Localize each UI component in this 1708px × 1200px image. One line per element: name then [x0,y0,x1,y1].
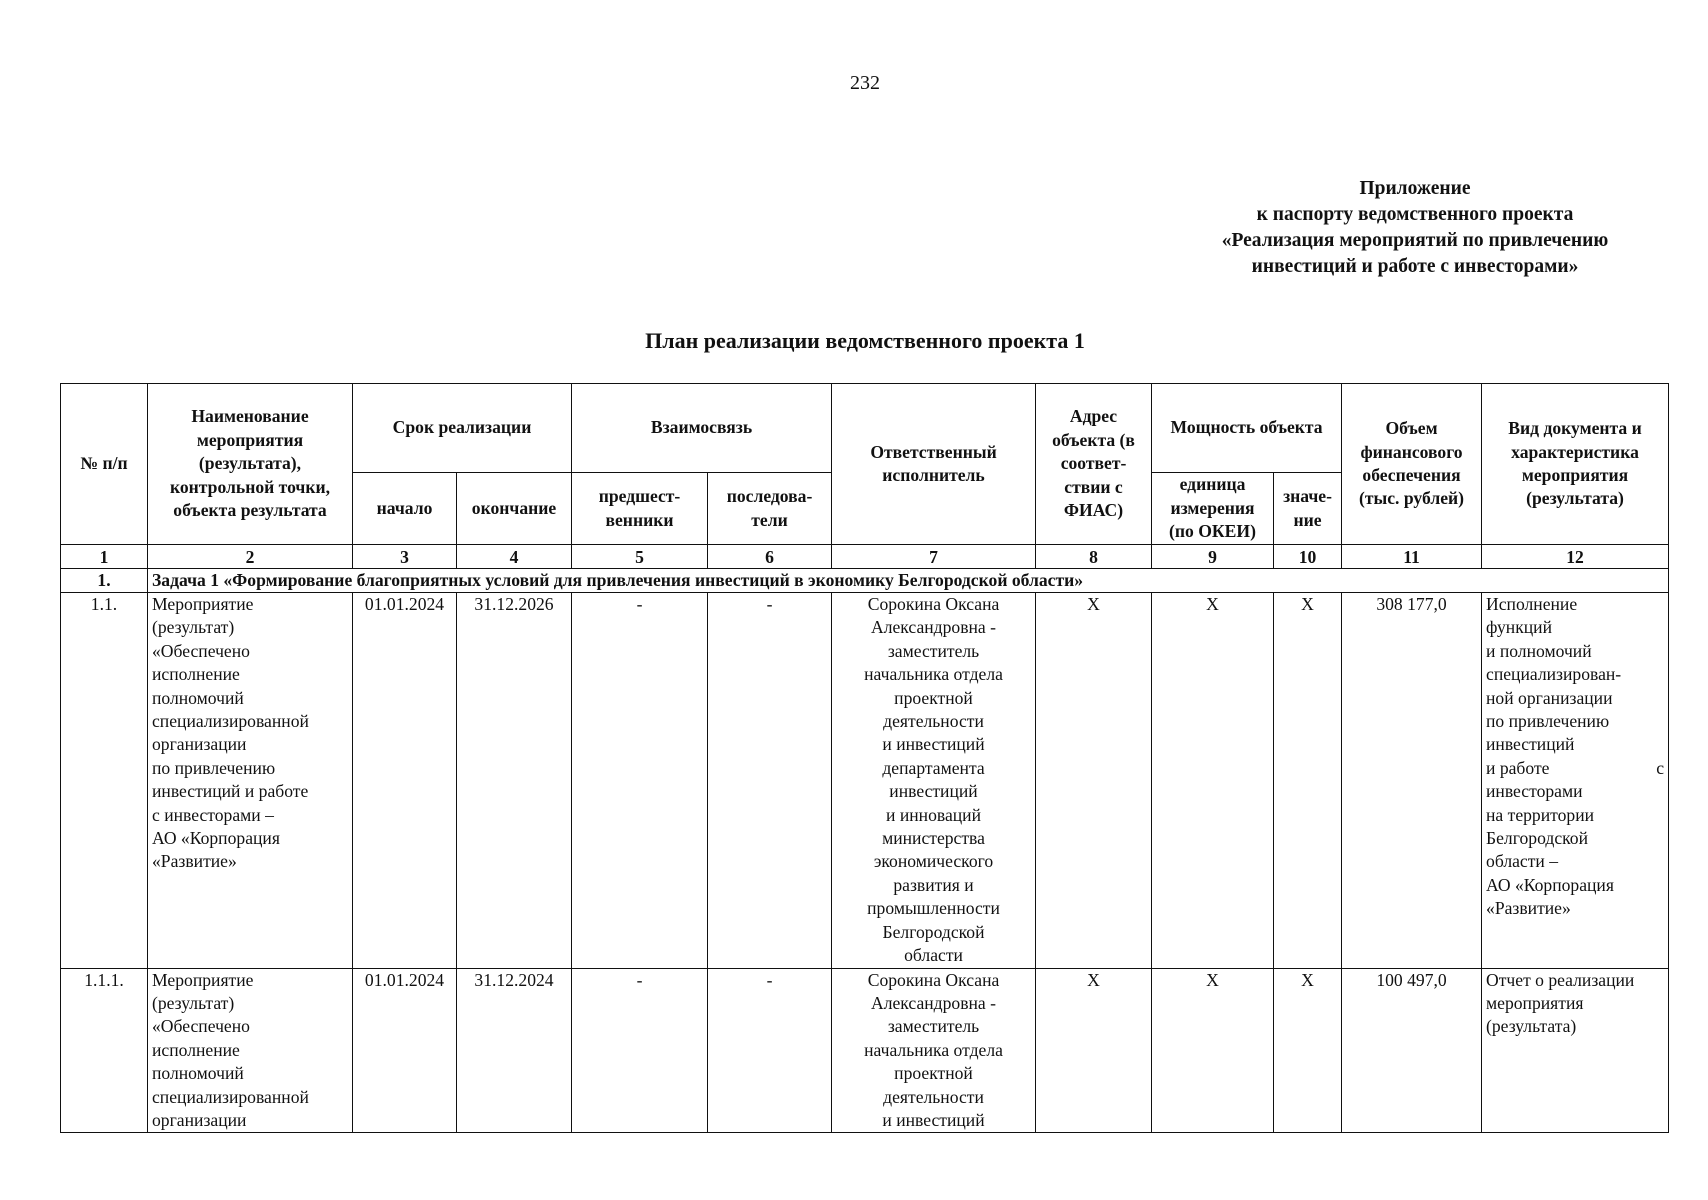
task-row [61,569,1669,593]
row-responsible-line: и инвестиций [882,1109,985,1130]
row-doc-word: с [1656,757,1665,778]
column-number: 11 [1342,545,1482,569]
row-unit: X [1152,968,1274,1133]
row-doc-line: АО «Корпорация [1486,874,1614,895]
appendix-line: «Реализация мероприятий по привлечению [1221,230,1609,251]
header-address: Адрес объекта (в соответ- ствии с ФИАС) [1036,384,1152,545]
row-start-date: 01.01.2024 [353,968,457,1133]
row-responsible-line: промышленности [867,898,1000,919]
row-doc-line: области – [1486,851,1559,872]
column-number: 4 [457,545,572,569]
row-responsible-line: экономического [873,851,994,872]
column-number: 3 [353,545,457,569]
header-period-start: начало [353,473,457,545]
row-doc-word: и работе [1486,757,1550,778]
row-doc-line: и полномочий [1486,640,1592,661]
column-number: 6 [708,545,832,569]
row-name-line: Мероприятие [152,594,254,614]
row-responsible-line: начальника отдела [864,1039,1003,1060]
task-num: 1. [61,569,148,593]
row-num: 1.1.1. [61,968,148,1133]
row-doc-line: Отчет о реализации [1486,969,1635,990]
column-number: 10 [1274,545,1342,569]
header-doc-type: Вид документа и характеристика мероприятия (результата) [1482,384,1669,545]
row-end-date: 31.12.2024 [457,968,572,1133]
header-period: Срок реализации [353,384,572,473]
row-name-line: по привлечению [152,757,276,778]
row-doc-line: (результата) [1486,1016,1577,1037]
appendix-line: к паспорту ведомственного проекта [1256,204,1574,225]
row-name-line: специализированной [152,1086,309,1107]
row-responsible-line: начальника отдела [864,664,1003,685]
row-name-line: (результат) [152,617,235,638]
column-number: 9 [1152,545,1274,569]
row-start-date: 01.01.2024 [353,593,457,969]
row-responsible-line: заместитель [887,1016,980,1037]
row-doc-justified-line [1486,757,1664,780]
row-name [148,968,353,1133]
row-value: X [1274,968,1342,1133]
header-name: Наименование мероприятия (результата), контрольной точки, объекта результата [148,384,353,545]
row-name-line: «Обеспечено [152,1016,250,1037]
header-capacity: Мощность объекта [1152,384,1342,473]
table-row [61,593,1669,969]
row-funding: 100 497,0 [1342,968,1482,1133]
column-number: 5 [572,545,708,569]
row-name-line: инвестиций и работе [152,781,309,802]
row-end-date: 31.12.2026 [457,593,572,969]
row-predecessors: - [572,593,708,969]
row-name-line: исполнение [152,664,240,685]
row-funding: 308 177,0 [1342,593,1482,969]
row-responsible-line: проектной [894,687,973,708]
row-doc-type [1482,593,1669,969]
row-responsible-line: министерства [882,828,985,849]
row-name-line: «Развитие» [152,851,237,872]
row-name-line: исполнение [152,1039,240,1060]
column-number: 7 [832,545,1036,569]
row-name-line: (результат) [152,992,235,1013]
row-name-line: Мероприятие [152,969,254,990]
row-doc-line: ной организации [1486,687,1613,708]
header-relation: Взаимосвязь [572,384,832,473]
header-num: № п/п [61,384,148,545]
row-doc-line: специализирован- [1486,664,1622,685]
row-doc-line: Белгородской [1486,828,1588,849]
row-responsible-line: и инвестиций [882,734,985,755]
row-responsible-line: Сорокина Оксана [867,969,1000,990]
column-number: 1 [61,545,148,569]
header-period-end: окончание [457,473,572,545]
header-responsible: Ответственный исполнитель [832,384,1036,545]
row-doc-line: мероприятия [1486,992,1584,1013]
page-number: 232 [850,72,880,94]
row-responsible [832,968,1036,1133]
row-name-line: организации [152,1109,247,1130]
row-responsible-line: департамента [882,757,985,778]
row-name-line: «Обеспечено [152,640,250,661]
column-number-row [61,545,1669,569]
page-title: План реализации ведомственного проекта 1 [645,328,1085,353]
row-address: X [1036,968,1152,1133]
row-responsible [832,593,1036,969]
row-name-line: с инвесторами – [152,804,274,825]
header-value: значе- ние [1274,473,1342,545]
plan-table [60,383,1669,1133]
row-doc-type [1482,968,1669,1133]
row-unit: X [1152,593,1274,969]
row-successors: - [708,968,832,1133]
row-responsible-line: и инноваций [886,804,982,825]
row-name-line: АО «Корпорация [152,828,280,849]
row-doc-line: по привлечению [1486,711,1610,732]
row-value: X [1274,593,1342,969]
task-title: Задача 1 «Формирование благоприятных условий для привлечения инвестиций в экономику Белгородской области» [148,569,1669,593]
row-doc-line: функций [1486,617,1552,638]
appendix-line: Приложение [1359,178,1471,199]
table-row [61,968,1669,1133]
row-responsible-line: проектной [894,1063,973,1084]
row-responsible-line: деятельности [883,1086,984,1107]
row-name-line: полномочий [152,1063,244,1084]
row-responsible-line: Александровна - [871,992,997,1013]
row-name-line: организации [152,734,247,755]
column-number: 2 [148,545,353,569]
row-doc-line: «Развитие» [1486,898,1571,919]
row-responsible-line: инвестиций [889,781,978,802]
row-predecessors: - [572,968,708,1133]
row-responsible-line: Александровна - [871,617,997,638]
header-predecessors: предшест- венники [572,473,708,545]
row-name-line: специализированной [152,711,309,732]
column-number: 12 [1482,545,1669,569]
row-doc-line: инвесторами [1486,781,1583,802]
row-responsible-line: Белгородской [882,921,985,942]
row-name [148,593,353,969]
column-number: 8 [1036,545,1152,569]
appendix-line: инвестиций и работе с инвесторами» [1251,256,1579,277]
header-unit: единица измерения (по ОКЕИ) [1152,473,1274,545]
row-responsible-line: развития и [893,874,974,895]
row-address: X [1036,593,1152,969]
row-num: 1.1. [61,593,148,969]
row-responsible-line: заместитель [887,640,980,661]
row-doc-line: инвестиций [1486,734,1575,755]
row-successors: - [708,593,832,969]
row-responsible-line: деятельности [883,711,984,732]
row-doc-line: Исполнение [1486,594,1578,614]
header-successors: последова- тели [708,473,832,545]
row-name-line: полномочий [152,687,244,708]
row-doc-line: на территории [1486,804,1595,825]
header-funding: Объем финансового обеспечения (тыс. рублей) [1342,384,1482,545]
appendix-note [1130,176,1700,280]
row-responsible-line: Сорокина Оксана [867,594,1000,614]
row-responsible-line: области [904,945,963,966]
